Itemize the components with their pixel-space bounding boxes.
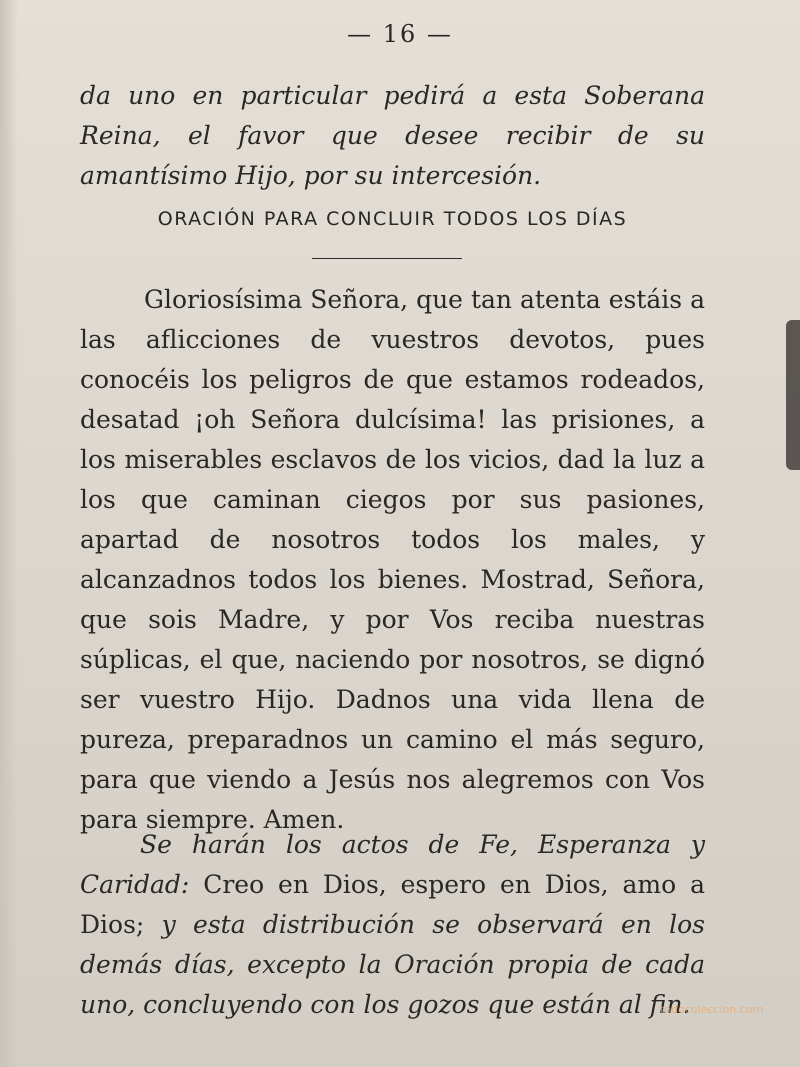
closing-italic-start: Se harán los actos de Fe, Esperanza y Caridad:: [80, 830, 705, 899]
intro-paragraph: da uno en particular pedirá a esta Soberana Reina, el favor que desee recibir de su amantísimo Hijo, por su intercesión.: [80, 81, 705, 190]
watermark: todocoleccion.com: [660, 1003, 764, 1016]
closing-italic-end: y esta distribución se observará en los demás días, excepto la Oración propia de cada uno, concluyendo con los gozos que están al fin.: [80, 910, 705, 1019]
page-number: — 16 —: [347, 20, 453, 48]
closing-paragraph: [80, 825, 705, 1025]
section-heading: ORACIÓN PARA CONCLUIR TODOS LOS DÍAS: [157, 208, 628, 230]
closing-roman-text: Creo en Dios, espero en Dios, amo a Dios;: [80, 870, 705, 939]
prayer-paragraph: Gloriosísima Señora, que tan atenta estáis a las aflicciones de vuestros devotos, pues conocéis los peligros de que estamos rodeados, desatad ¡oh Señora dulcísima! las prisiones, a los miserables esclavos de los vicios, dad la luz a los que caminan ciegos por sus pasiones, apartad de nosotros todos los males, y alcanzadnos todos los bienes. Mostrad, Señora, que sois Madre, y por Vos reciba nuestras súplicas, el que, naciendo por nosotros, se dignó ser vuestro Hijo. Dadnos una vida llena de pureza, preparadnos un camino el más seguro, para que viendo a Jesús nos alegremos con Vos para siempre. Amen.: [80, 285, 705, 834]
heading-rule: [312, 258, 462, 259]
binding-edge: [786, 320, 800, 470]
page-edge-shadow: [0, 0, 18, 1067]
